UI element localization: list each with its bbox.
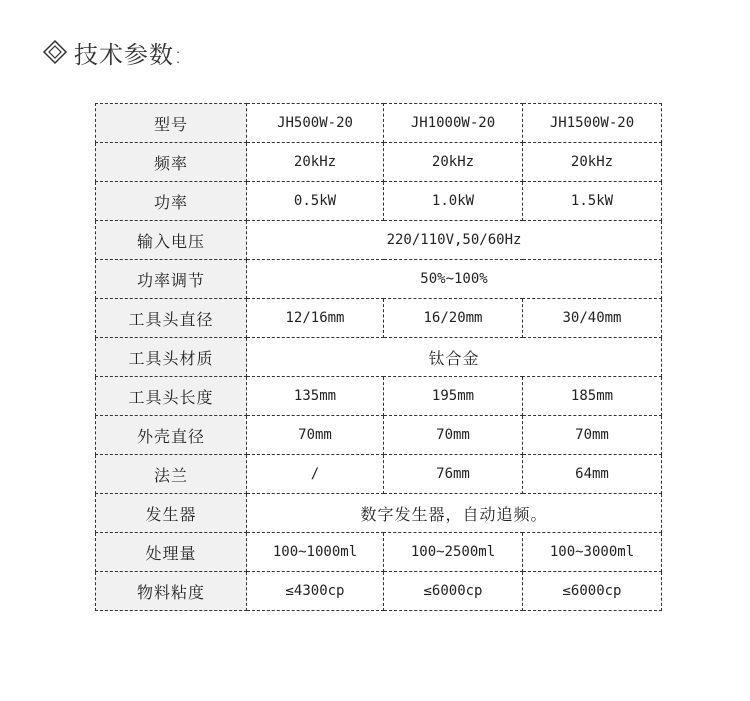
table-row-input-voltage [96, 221, 662, 260]
table-row-viscosity [96, 572, 662, 611]
table-cell: JH500W-20 [247, 104, 384, 143]
table-row-housing-diameter [96, 416, 662, 455]
table-row-model [96, 104, 662, 143]
table-row-flange [96, 455, 662, 494]
table-cell: 30/40mm [523, 299, 662, 338]
table-cell: 185mm [523, 377, 662, 416]
row-label: 外壳直径 [96, 416, 247, 455]
table-cell-merged: 50%~100% [247, 260, 662, 299]
table-cell: 100~1000ml [247, 533, 384, 572]
row-label: 输入电压 [96, 221, 247, 260]
row-label: 频率 [96, 143, 247, 182]
table-cell-merged: 数字发生器，自动追频。 [247, 494, 662, 533]
table-cell: 12/16mm [247, 299, 384, 338]
table-cell: 76mm [384, 455, 523, 494]
table-cell-merged: 220/110V,50/60Hz [247, 221, 662, 260]
row-label: 型号 [96, 104, 247, 143]
section-heading [42, 34, 183, 70]
row-label: 法兰 [96, 455, 247, 494]
row-label: 工具头材质 [96, 338, 247, 377]
row-label: 工具头直径 [96, 299, 247, 338]
table-cell: 100~3000ml [523, 533, 662, 572]
table-row-tip-diameter [96, 299, 662, 338]
table-row-power [96, 182, 662, 221]
table-cell: 135mm [247, 377, 384, 416]
table-row-tip-material [96, 338, 662, 377]
table-cell: 1.0kW [384, 182, 523, 221]
row-label: 功率 [96, 182, 247, 221]
spec-table [95, 103, 662, 611]
table-cell: 1.5kW [523, 182, 662, 221]
row-label: 工具头长度 [96, 377, 247, 416]
page-title: 技术参数: [74, 40, 184, 69]
table-cell: 70mm [247, 416, 384, 455]
table-cell: ≤6000cp [384, 572, 523, 611]
table-cell-merged: 钛合金 [247, 338, 662, 377]
table-cell: 20kHz [247, 143, 384, 182]
table-row-capacity [96, 533, 662, 572]
table-cell: 20kHz [384, 143, 523, 182]
table-cell: ≤6000cp [523, 572, 662, 611]
table-cell: 64mm [523, 455, 662, 494]
row-label: 物料粘度 [96, 572, 247, 611]
table-cell: 195mm [384, 377, 523, 416]
table-row-frequency [96, 143, 662, 182]
table-cell: 20kHz [523, 143, 662, 182]
table-row-tip-length [96, 377, 662, 416]
table-row-generator [96, 494, 662, 533]
table-cell: JH1000W-20 [384, 104, 523, 143]
table-cell: JH1500W-20 [523, 104, 662, 143]
table-cell: 16/20mm [384, 299, 523, 338]
row-label: 功率调节 [96, 260, 247, 299]
row-label: 发生器 [96, 494, 247, 533]
table-cell: 70mm [523, 416, 662, 455]
table-cell: ≤4300cp [247, 572, 384, 611]
row-label: 处理量 [96, 533, 247, 572]
diamond-outline-icon [42, 39, 68, 65]
table-row-power-adjust [96, 260, 662, 299]
table-cell: 70mm [384, 416, 523, 455]
table-cell: 100~2500ml [384, 533, 523, 572]
table-cell: / [247, 455, 384, 494]
table-cell: 0.5kW [247, 182, 384, 221]
